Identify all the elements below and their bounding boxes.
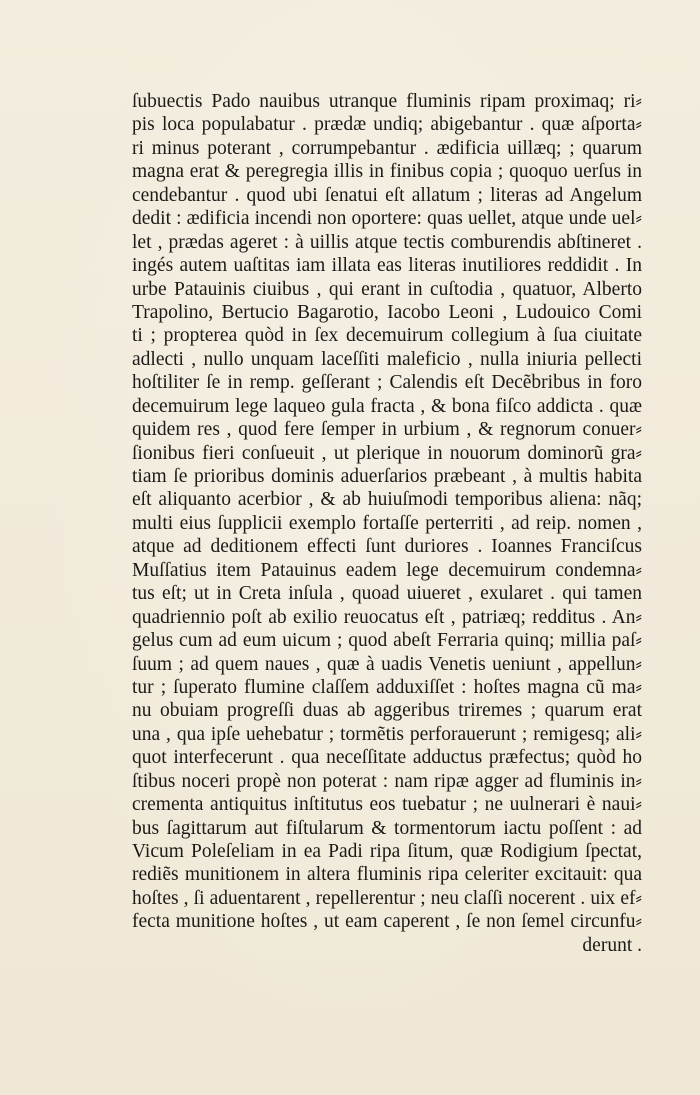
text-line: urbe Patauinis ciuibus , qui erant in cuſtodia , quatuor, Alberto (132, 278, 642, 300)
text-line: gelus cum ad eum uicum ; quod abeſt Ferraria quinq; millia paſ⸗ (132, 630, 642, 652)
text-line: pis loca populabatur . prædæ undiq; abigebantur . quæ aſporta⸗ (132, 114, 642, 136)
text-line: ſuum ; ad quem naues , quæ à uadis Venetis ueniunt , appellun⸗ (132, 653, 642, 675)
text-line: dedit : ædificia incendi non oportere: quas uellet, atque unde uel⸗ (132, 208, 642, 230)
text-line: ingés autem uaſtitas iam illata eas literas inutiliores reddidit . In (132, 255, 642, 277)
text-line: ſionibus fieri conſueuit , ut plerique in nouorum dominorũ gra⸗ (132, 442, 642, 464)
body-text (132, 90, 642, 957)
text-line: una , qua ipſe uehebatur ; tormẽtis perforauerunt ; remigesq; ali⸗ (132, 723, 642, 745)
text-line: quidem res , quod fere ſemper in urbium , & regnorum conuer⸗ (132, 419, 642, 441)
text-line: quot interfecerunt . qua neceſſitate adductus præfectus; quòd ho (132, 747, 642, 769)
text-line: adlecti , nullo unquam laceſſiti maleficio , nulla iniuria pellecti (132, 348, 642, 370)
text-line: bus ſagittarum aut fiſtularum & tormentorum iactu poſſent : ad (132, 817, 642, 839)
text-line: eſt aliquanto acerbior , & ab huiuſmodi temporibus aliena: nãq; (132, 489, 642, 511)
text-line: tiam ſe prioribus dominis aduerſarios præbeant , à multis habita (132, 466, 642, 487)
text-line: ri minus poterant , corrumpebantur . ædificia uillæq; ; quarum (132, 137, 642, 159)
text-line: ti ; propterea quòd in ſex decemuirum collegium à ſua ciuitate (132, 325, 642, 347)
text-line: tus eſt; ut in Creta inſula , quoad uiueret , exularet . qui tamen (132, 583, 642, 605)
text-line: rediẽs munitionem in altera fluminis ripa celeriter excitauit: qua (132, 864, 642, 886)
text-line: crementa antiquitus inſtitutus eos tuebatur ; ne uulnerari è naui⸗ (132, 794, 642, 816)
text-line: decemuirum lege laqueo gula fracta , & bona fiſco addicta . quæ (132, 395, 642, 417)
text-line: ſtibus noceri propè non poterat : nam ripæ agger ad fluminis in⸗ (132, 770, 642, 792)
text-line: hoſtiliter ſe in remp. geſſerant ; Calendis eſt Decẽbribus in foro (132, 372, 642, 394)
text-line: fecta munitione hoſtes , ut eam caperent , ſe non ſemel circunfu⸗ (132, 911, 642, 933)
text-line: let , prædas ageret : à uillis atque tectis comburendis abſtineret . (132, 231, 642, 253)
text-line: Muſſatius item Patauinus eadem lege decemuirum condemna⸗ (132, 559, 642, 581)
text-line: quadriennio poſt ab exilio reuocatus eſt , patriæq; redditus . An⸗ (132, 606, 642, 628)
text-line: nu obuiam progreſſi duas ab aggeribus triremes ; quarum erat (132, 700, 642, 722)
text-line: Vicum Poleſeliam in ea Padi ripa ſitum, quæ Rodigium ſpectat, (132, 841, 642, 862)
text-line: tur ; ſuperato flumine claſſem adduxiſſet : hoſtes magna cũ ma⸗ (132, 676, 642, 698)
text-line-final: derunt . (582, 934, 642, 956)
text-line: atque ad deditionem effecti ſunt duriores . Ioannes Franciſcus (132, 536, 642, 558)
text-line: multi eius ſupplicii exemplo fortaſſe perterriti , ad reip. nomen , (132, 512, 642, 534)
text-line: ſubuectis Pado nauibus utranque fluminis ripam proximaq; ri⸗ (132, 91, 642, 112)
text-line: Trapolino, Bertucio Bagarotio, Iacobo Leoni , Ludouico Comi (132, 301, 642, 323)
text-line: magna erat & peregregia illis in finibus copia ; quoquo uerſus in (132, 161, 642, 183)
text-line: cendebantur . quod ubi ſenatui eſt allatum ; literas ad Angelum (132, 184, 642, 206)
text-line: hoſtes , ſi aduentarent , repellerentur ; neu claſſi nocerent . uix ef⸗ (132, 887, 642, 909)
